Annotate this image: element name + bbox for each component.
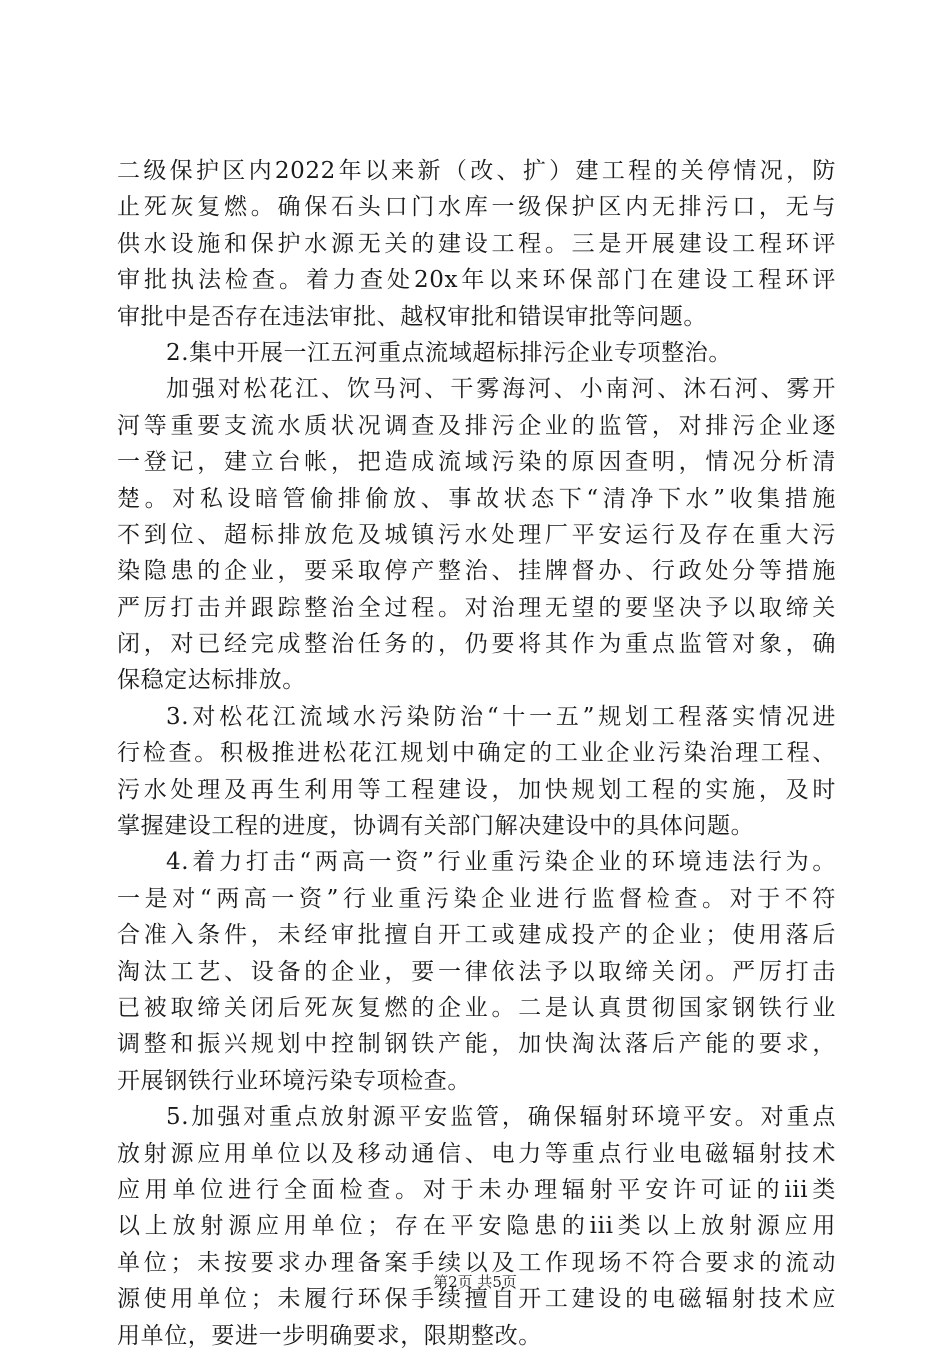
text-line: 单位；未按要求办理备案手续以及工作现场不符合要求的流动 <box>117 1249 836 1276</box>
text-line: 污水处理及再生利用等工程建设，加快规划工程的实施，及时 <box>117 776 836 803</box>
text-line: 源使用单位；未履行环保手续擅自开工建设的电磁辐射技术应 <box>117 1286 836 1313</box>
text-line: 染隐患的企业，要采取停产整治、挂牌督办、行政处分等措施 <box>117 558 836 585</box>
text-line: 淘汰工艺、设备的企业，要一律依法予以取缔关闭。严厉打击 <box>117 958 836 985</box>
text-line: 一登记，建立台帐，把造成流域污染的原因查明，情况分析清 <box>117 449 836 476</box>
text-line: 加强对松花江、饮马河、干雾海河、小南河、沐石河、雾开 <box>166 376 836 403</box>
text-line: 一是对“两高一资”行业重污染企业进行监督检查。对于不符 <box>117 885 836 912</box>
text-line: 掌握建设工程的进度，协调有关部门解决建设中的具体问题。 <box>117 813 755 840</box>
text-line: 应用单位进行全面检查。对于未办理辐射平安许可证的iii类 <box>117 1176 836 1203</box>
text-line: 供水设施和保护水源无关的建设工程。三是开展建设工程环评 <box>117 230 836 257</box>
text-line: 用单位，要进一步明确要求，限期整改。 <box>117 1322 542 1349</box>
text-line: 以上放射源应用单位；存在平安隐患的iii类以上放射源应用 <box>117 1213 836 1240</box>
text-line: 放射源应用单位以及移动通信、电力等重点行业电磁辐射技术 <box>117 1140 836 1167</box>
text-line: 楚。对私设暗管偷排偷放、事故状态下“清净下水”收集措施 <box>117 485 836 512</box>
text-line: 闭，对已经完成整治任务的，仍要将其作为重点监管对象，确 <box>117 631 836 658</box>
text-line: 止死灰复燃。确保石头口门水库一级保护区内无排污口，无与 <box>117 194 836 221</box>
text-line: 河等重要支流水质状况调查及排污企业的监管，对排污企业逐 <box>117 412 836 439</box>
text-line: 已被取缔关闭后死灰复燃的企业。二是认真贯彻国家钢铁行业 <box>117 994 836 1021</box>
text-line: 审批中是否存在违法审批、越权审批和错误审批等问题。 <box>117 303 707 330</box>
text-line: 二级保护区内2022年以来新（改、扩）建工程的关停情况，防 <box>117 158 836 184</box>
text-line: 行检查。积极推进松花江规划中确定的工业企业污染治理工程、 <box>117 740 836 767</box>
section-heading-4: 4.着力打击“两高一资”行业重污染企业的环境违法行为。 <box>166 849 836 876</box>
text-line: 开展钢铁行业环境污染专项检查。 <box>117 1067 471 1094</box>
section-heading-5: 5.加强对重点放射源平安监管，确保辐射环境平安。对重点 <box>166 1104 836 1131</box>
text-line: 不到位、超标排放危及城镇污水处理厂平安运行及存在重大污 <box>117 521 836 548</box>
text-line: 审批执法检查。着力查处20x年以来环保部门在建设工程环评 <box>117 267 836 294</box>
text-line: 保稳定达标排放。 <box>117 667 306 694</box>
document-body <box>117 153 836 1354</box>
page-number-footer: 第2页 共5页 <box>433 1273 517 1291</box>
section-heading-3: 3.对松花江流域水污染防治“十一五”规划工程落实情况进 <box>166 703 836 730</box>
section-heading-2: 2.集中开展一江五河重点流域超标排污企业专项整治。 <box>166 339 732 366</box>
text-line: 调整和振兴规划中控制钢铁产能，加快淘汰落后产能的要求， <box>117 1031 836 1058</box>
text-line: 合准入条件，未经审批擅自开工或建成投产的企业；使用落后 <box>117 922 836 949</box>
text-line: 严厉打击并跟踪整治全过程。对治理无望的要坚决予以取缔关 <box>117 594 836 621</box>
